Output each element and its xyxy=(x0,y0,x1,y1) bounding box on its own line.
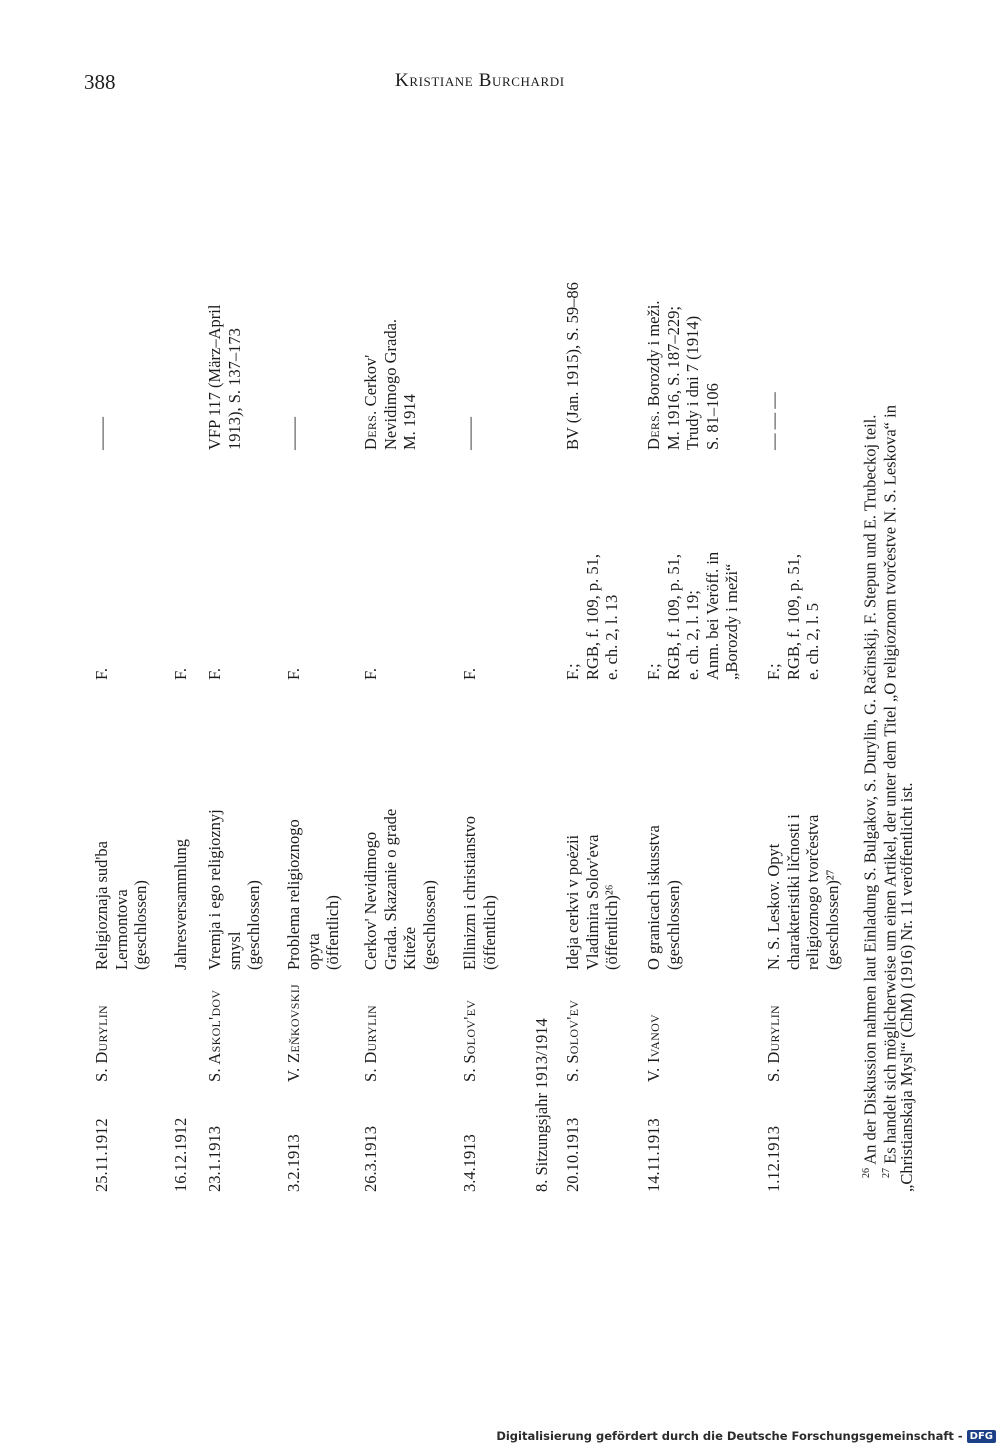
row-title-line: Vremja i ego religioznyj xyxy=(205,809,224,970)
row-publication-line: —— xyxy=(284,417,303,450)
row-speaker: S. Askol'dov xyxy=(205,989,224,1082)
row-title-line: smysl xyxy=(224,931,244,970)
row-source-line: e. ch. 2, l. 13 xyxy=(602,594,621,680)
section-heading: 8. Sitzungsjahr 1913/1914 xyxy=(532,1018,551,1192)
row-speaker: V. Ivanov xyxy=(644,1013,663,1082)
row-source-line: F. xyxy=(284,668,303,680)
running-head-author: Kristiane Burchardi xyxy=(395,70,565,91)
footnote: $^{27}$ Es handelt sich möglicherweise um einen Artikel, der unter dem Titel „O religioznom tvorčestve N. S. Leskova“ in xyxy=(880,405,900,1178)
page-number: 388 xyxy=(84,70,116,94)
row-date: 3.4.1913 xyxy=(460,1134,479,1192)
row-date: 16.12.1912 xyxy=(171,1117,190,1192)
row-publication-line: M. 1916, S. 187–229; xyxy=(663,306,683,450)
row-title-line: Religioznaja sud'ba xyxy=(92,841,111,970)
row-source-line: F.; xyxy=(644,663,663,680)
row-speaker: S. Solov'ev xyxy=(460,999,479,1082)
row-title-line: charakteristiki ličnosti i xyxy=(783,814,803,970)
footnote-text: An der Diskussion nahmen laut Einladung S. Bulgakov, S. Durylin, G. Račinskij, F. Stepun und E. Trubeckoj teil. xyxy=(860,414,880,1165)
row-publication-line: — — — xyxy=(764,392,783,450)
row-publication-line: Ders. Cerkov' xyxy=(361,354,380,450)
row-publication-line: —— xyxy=(460,417,479,450)
row-title-line: (öffentlich)²⁶ xyxy=(602,884,621,970)
row-publication-line: Nevidimogo Grada. xyxy=(380,318,400,450)
row-source-line: F.; xyxy=(764,663,783,680)
row-title-line: O granicach iskusstva xyxy=(644,825,663,970)
row-title-line: Ellinizm i christianstvo xyxy=(460,816,479,970)
row-title-line: Ideja cerkvi v poėzii xyxy=(563,834,582,970)
row-title-line: Lermontova xyxy=(111,889,131,970)
row-publication-line: 1913), S. 137–173 xyxy=(224,328,244,450)
row-publication-line: M. 1914 xyxy=(400,394,419,450)
row-date: 3.2.1913 xyxy=(284,1134,303,1192)
row-source-line: RGB, f. 109, p. 51, xyxy=(783,553,803,680)
funding-text: Digitalisierung gefördert durch die Deutsche Forschungsgemeinschaft - xyxy=(496,1429,963,1443)
row-title-line: Grada. Skazanie o grade xyxy=(380,808,400,970)
row-title-line: (geschlossen) xyxy=(244,880,263,970)
row-title-line: Problema religioznogo xyxy=(284,819,303,970)
footnote: $^{26}$ An der Diskussion nahmen laut Einladung S. Bulgakov, S. Durylin, G. Račinskij, F. Stepun und E. Trubeckoj teil. xyxy=(860,414,880,1178)
row-source-line: „Borozdy i meži“ xyxy=(722,563,741,680)
row-source-line: e. ch. 2, l. 19; xyxy=(683,590,702,680)
row-title-line: (geschlossen) xyxy=(419,880,439,970)
funding-footer xyxy=(496,1429,996,1443)
row-source-line: F. xyxy=(361,668,380,680)
row-source-line: F.; xyxy=(563,663,582,680)
row-source-line: F. xyxy=(171,668,190,680)
dfg-logo: DFG xyxy=(967,1430,996,1443)
row-title-line: opyta xyxy=(303,933,323,970)
row-title-line: Kiteže xyxy=(400,926,419,970)
row-speaker: S. Solov'ev xyxy=(563,999,582,1082)
row-publication-line: Trudy i dni 7 (1914) xyxy=(683,315,702,450)
footnote xyxy=(897,783,917,1192)
row-title-line: N. S. Leskov. Opyt xyxy=(764,843,783,970)
row-source-line: Anm. bei Veröff. in xyxy=(702,551,722,680)
row-date: 1.12.1913 xyxy=(764,1126,783,1192)
row-date: 23.1.1913 xyxy=(205,1126,224,1192)
row-source-line: F. xyxy=(460,668,479,680)
row-title-line: Vladimira Solov'eva xyxy=(582,834,602,970)
row-title-line: (geschlossen) xyxy=(131,880,150,970)
row-date: 25.11.1912 xyxy=(92,1118,111,1192)
row-date: 20.10.1913 xyxy=(563,1117,582,1192)
row-title-line: (öffentlich) xyxy=(323,895,342,970)
row-speaker: S. Durylin xyxy=(361,1004,380,1082)
row-source-line: e. ch. 2, l. 5 xyxy=(803,603,822,680)
footnote-text: Es handelt sich möglicherweise um einen Artikel, der unter dem Titel „O religioznom tvorčestve N. S. Leskova“ in xyxy=(880,405,900,1164)
row-publication-line: —— xyxy=(92,417,111,450)
row-title-line: Cerkov' Nevidimogo xyxy=(361,831,380,970)
row-title-line: Jahresversammlung xyxy=(171,838,190,970)
row-title-line: religioznogo tvorčestva xyxy=(803,814,822,970)
row-source-line: RGB, f. 109, p. 51, xyxy=(582,553,602,680)
row-publication-line: Ders. Borozdy i meži. xyxy=(644,300,663,450)
row-publication-line: BV (Jan. 1915), S. 59–86 xyxy=(563,282,582,450)
row-source-line: F. xyxy=(205,668,224,680)
row-title-line: (öffentlich) xyxy=(479,895,499,970)
row-source-line: RGB, f. 109, p. 51, xyxy=(663,553,683,680)
row-publication-line: S. 81–106 xyxy=(702,383,722,450)
row-speaker: V. Zeňkovskij xyxy=(284,983,303,1082)
row-publication-line: VFP 117 (März–April xyxy=(205,304,224,450)
row-speaker: S. Durylin xyxy=(92,1004,111,1082)
footnote-text: „Christianskaja Mysl'“ (ChM) (1916) Nr. 11 veröffentlicht ist. xyxy=(897,782,916,1192)
row-date: 26.3.1913 xyxy=(361,1126,380,1192)
row-speaker: S. Durylin xyxy=(764,1004,783,1082)
row-date: 14.11.1913 xyxy=(644,1118,663,1192)
row-title-line: (geschlossen) xyxy=(663,880,683,970)
row-title-line: (geschlossen)²⁷ xyxy=(822,869,842,970)
row-source-line: F. xyxy=(92,668,111,680)
